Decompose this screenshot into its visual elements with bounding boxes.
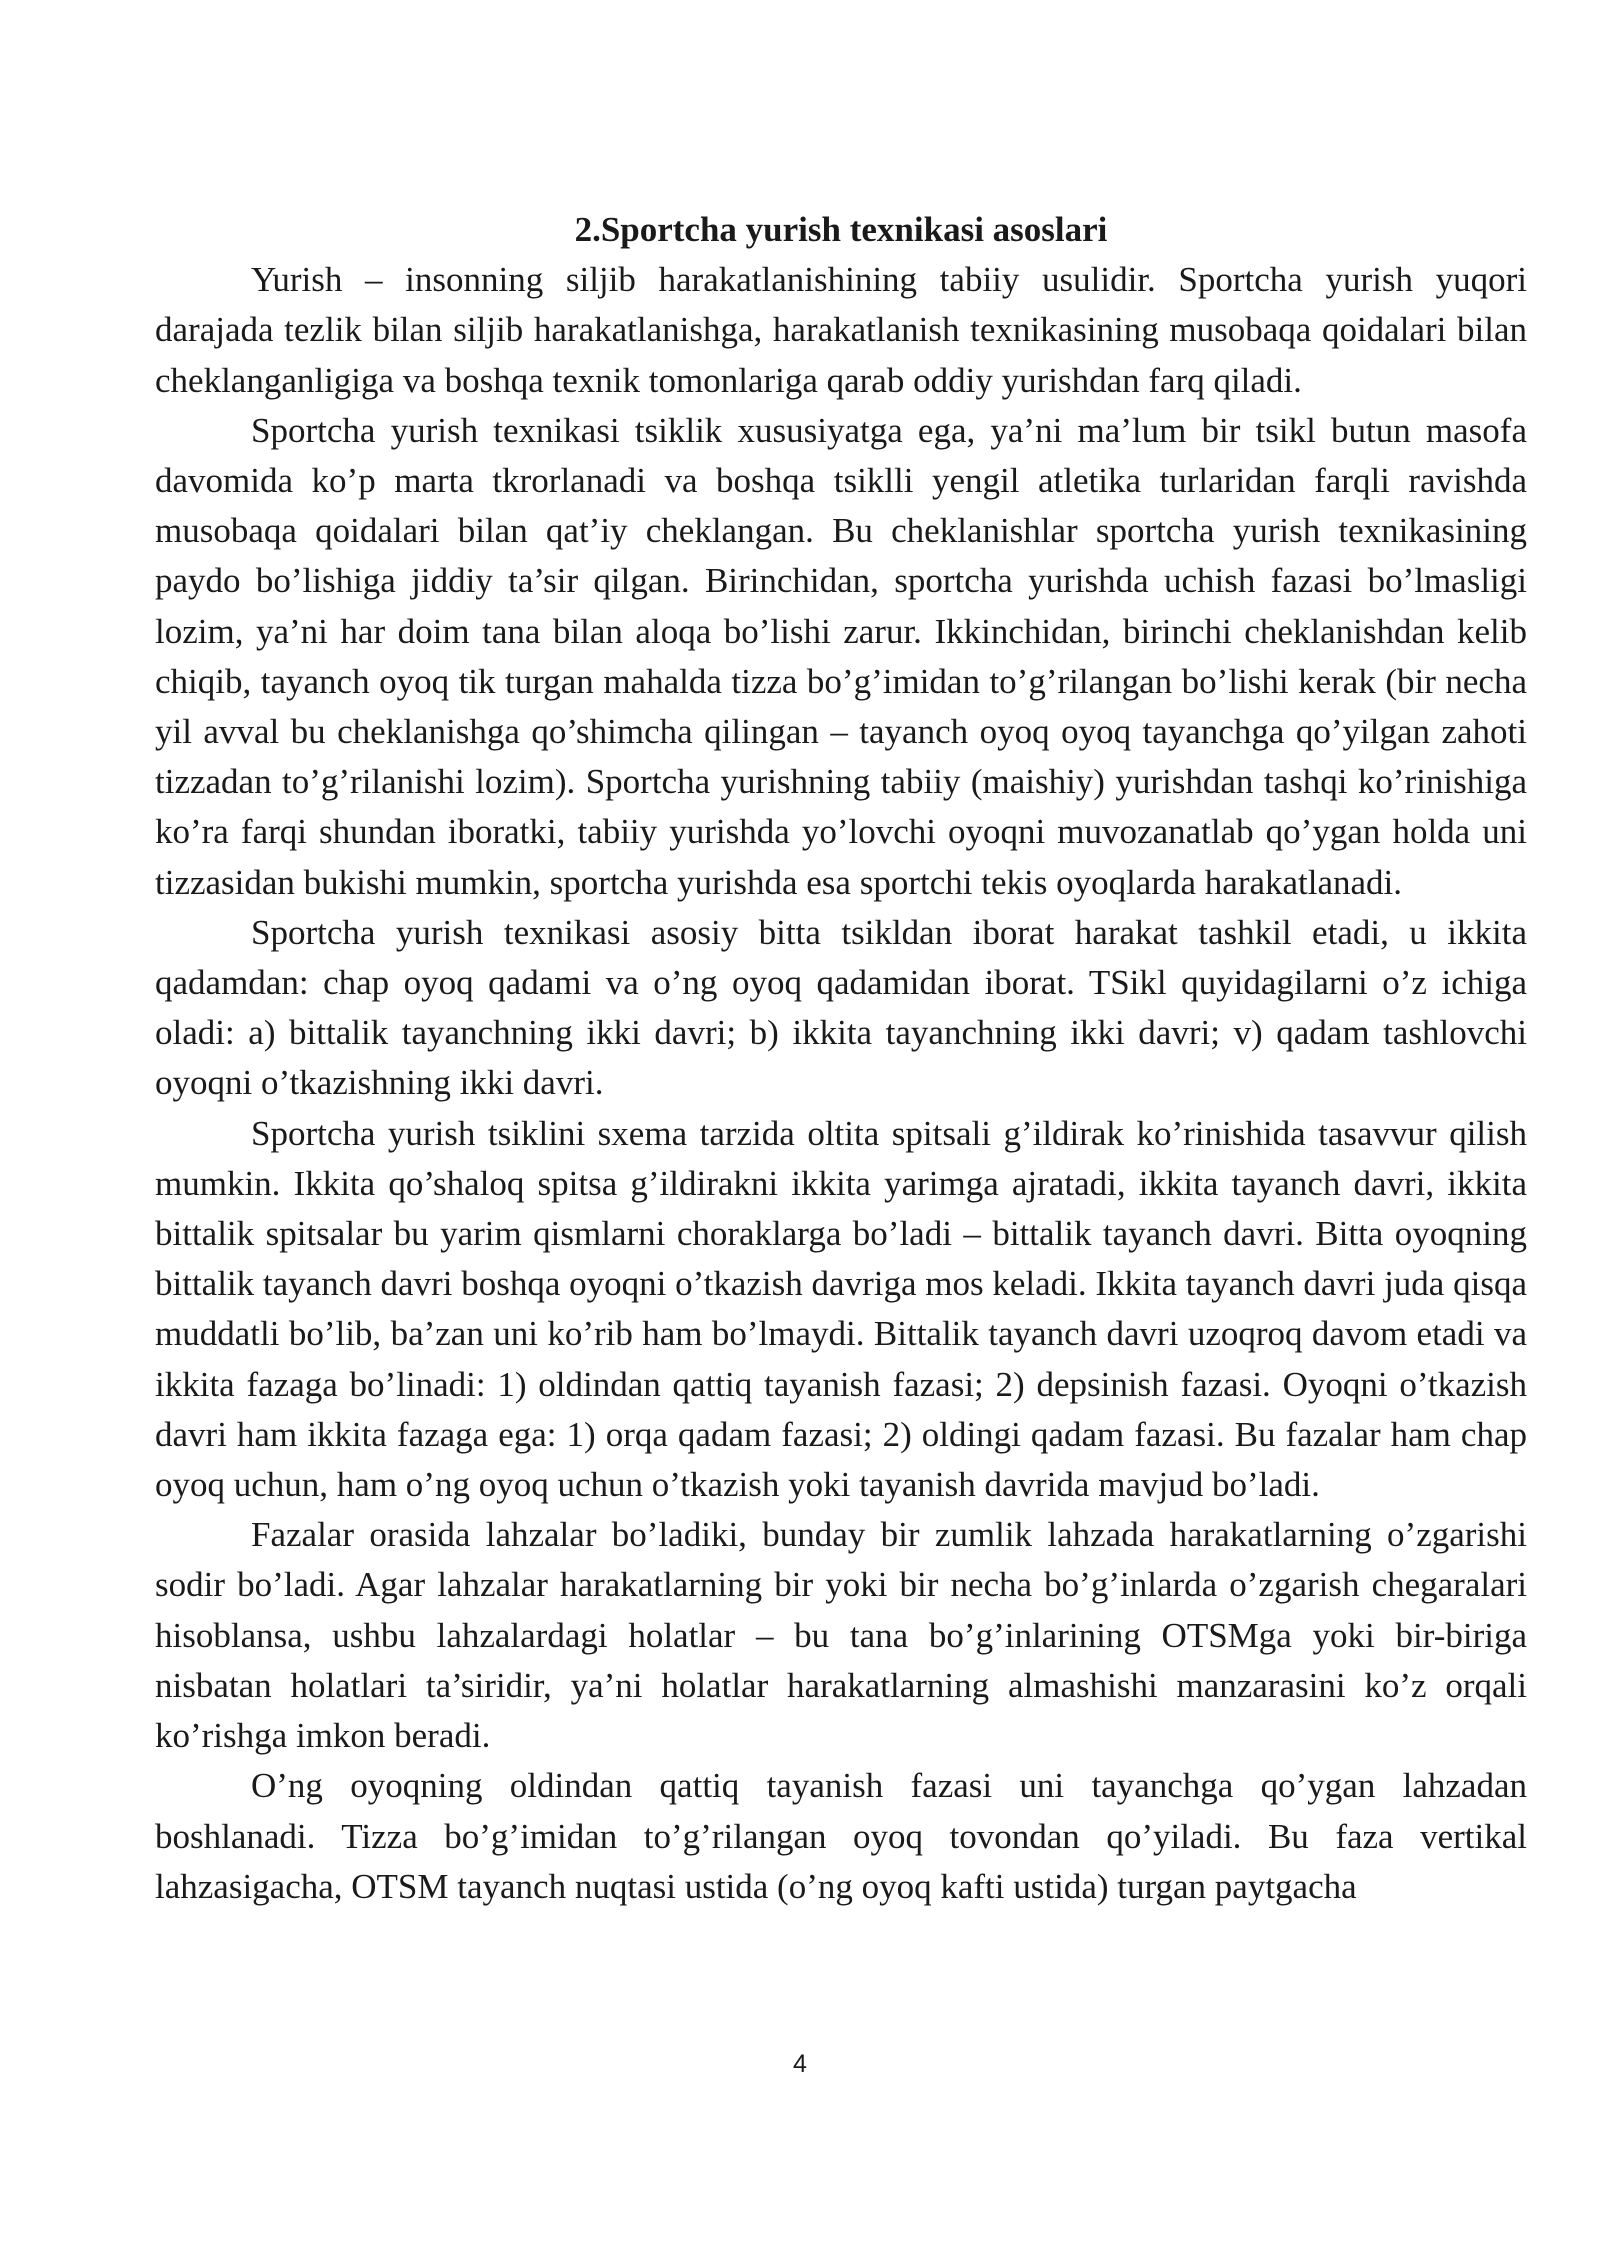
paragraph-2: Sportcha yurish texnikasi tsiklik xususiyatga ega, ya’ni ma’lum bir tsikl butun masofa davomida ko’p marta tkrorlanadi va boshqa tsiklli yengil atletika turlaridan farqli ravishda musobaqa qoidalari bilan qat’iy cheklangan. Bu cheklanishlar sportcha yurish texnikasining paydo bo’lishiga jiddiy ta’sir qilgan. Birinchidan, sportcha yurishda uchish fazasi bo’lmasligi lozim, ya’ni har doim tana bilan aloqa bo’lishi zarur. Ikkinchidan, birinchi cheklanishdan kelib chiqib, tayanch oyoq tik turgan mahalda tizza bo’g’imidan to’g’rilangan bo’lishi kerak (bir necha yil avval bu cheklanishga qo’shimcha qilingan – tayanch oyoq oyoq tayanchga qo’yilgan zahoti tizzadan to’g’rilanishi lozim). Sportcha yurishning tabiiy (maishiy) yurishdan tashqi ko’rinishiga ko’ra farqi shundan iboratki, tabiiy yurishda yo’lovchi oyoqni muvozanatlab qo’ygan holda uni tizzasidan bukishi mumkin, sportcha yurishda esa sportchi tekis oyoqlarda harakatlanadi. xyxy=(155,410,1527,902)
paragraph-3: Sportcha yurish texnikasi asosiy bitta tsikldan iborat harakat tashkil etadi, u ikkita qadamdan: chap oyoq qadami va o’ng oyoq qadamidan iborat. TSikl quyidagilarni o’z ichiga oladi: a) bittalik tayanchning ikki davri; b) ikkita tayanchning ikki davri; v) qadam tashlovchi oyoqni o’tkazishning ikki davri. xyxy=(155,912,1527,1103)
paragraph-5: Fazalar orasida lahzalar bo’ladiki, bunday bir zumlik lahzada harakatlarning o’zgarishi sodir bo’ladi. Agar lahzalar harakatlarning bir yoki bir necha bo’g’inlarda o’zgarish chegaralari hisoblansa, ushbu lahzalardagi holatlar – bu tana bo’g’inlarining OTSMga yoki bir-biriga nisbatan holatlari ta’siridir, ya’ni holatlar harakatlarning almashishi manzarasini ko’z orqali ko’rishga imkon beradi. xyxy=(155,1515,1527,1756)
page-number: 4 xyxy=(793,2050,807,2078)
paragraph-4: Sportcha yurish tsiklini sxema tarzida oltita spitsali g’ildirak ko’rinishida tasavvur qilish mumkin. Ikkita qo’shaloq spitsa g’ildirakni ikkita yarimga ajratadi, ikkita tayanch davri, ikkita bittalik spitsalar bu yarim qismlarni choraklarga bo’ladi – bittalik tayanch davri. Bitta oyoqning bittalik tayanch davri boshqa oyoqni o’tkazish davriga mos keladi. Ikkita tayanch davri juda qisqa muddatli bo’lib, ba’zan uni ko’rib ham bo’lmaydi. Bittalik tayanch davri uzoqroq davom etadi va ikkita fazaga bo’linadi: 1) oldindan qattiq tayanish fazasi; 2) depsinish fazasi. Oyoqni o’tkazish davri ham ikkita fazaga ega: 1) orqa qadam fazasi; 2) oldingi qadam fazasi. Bu fazalar ham chap oyoq uchun, ham o’ng oyoq uchun o’tkazish yoki tayanish davrida mavjud bo’ladi. xyxy=(155,1113,1527,1505)
section-title: 2.Sportcha yurish texnikasi asoslari xyxy=(574,210,1108,249)
paragraph-6: O’ng oyoqning oldindan qattiq tayanish fazasi uni tayanchga qo’ygan lahzadan boshlanadi. Tizza bo’g’imidan to’g’rilangan oyoq tovondan qo’yiladi. Bu faza vertikal lahzasigacha, OTSM tayanch nuqtasi ustida (o’ng oyoq kafti ustida) turgan paytgacha xyxy=(155,1766,1527,1906)
document-body xyxy=(155,205,1527,1912)
paragraph-1: Yurish – insonning siljib harakatlanishining tabiiy usulidir. Sportcha yurish yuqori darajada tezlik bilan siljib harakatlanishga, harakatlanish texnikasining musobaqa qoidalari bilan cheklanganligiga va boshqa texnik tomonlariga qarab oddiy yurishdan farq qiladi. xyxy=(155,260,1527,400)
